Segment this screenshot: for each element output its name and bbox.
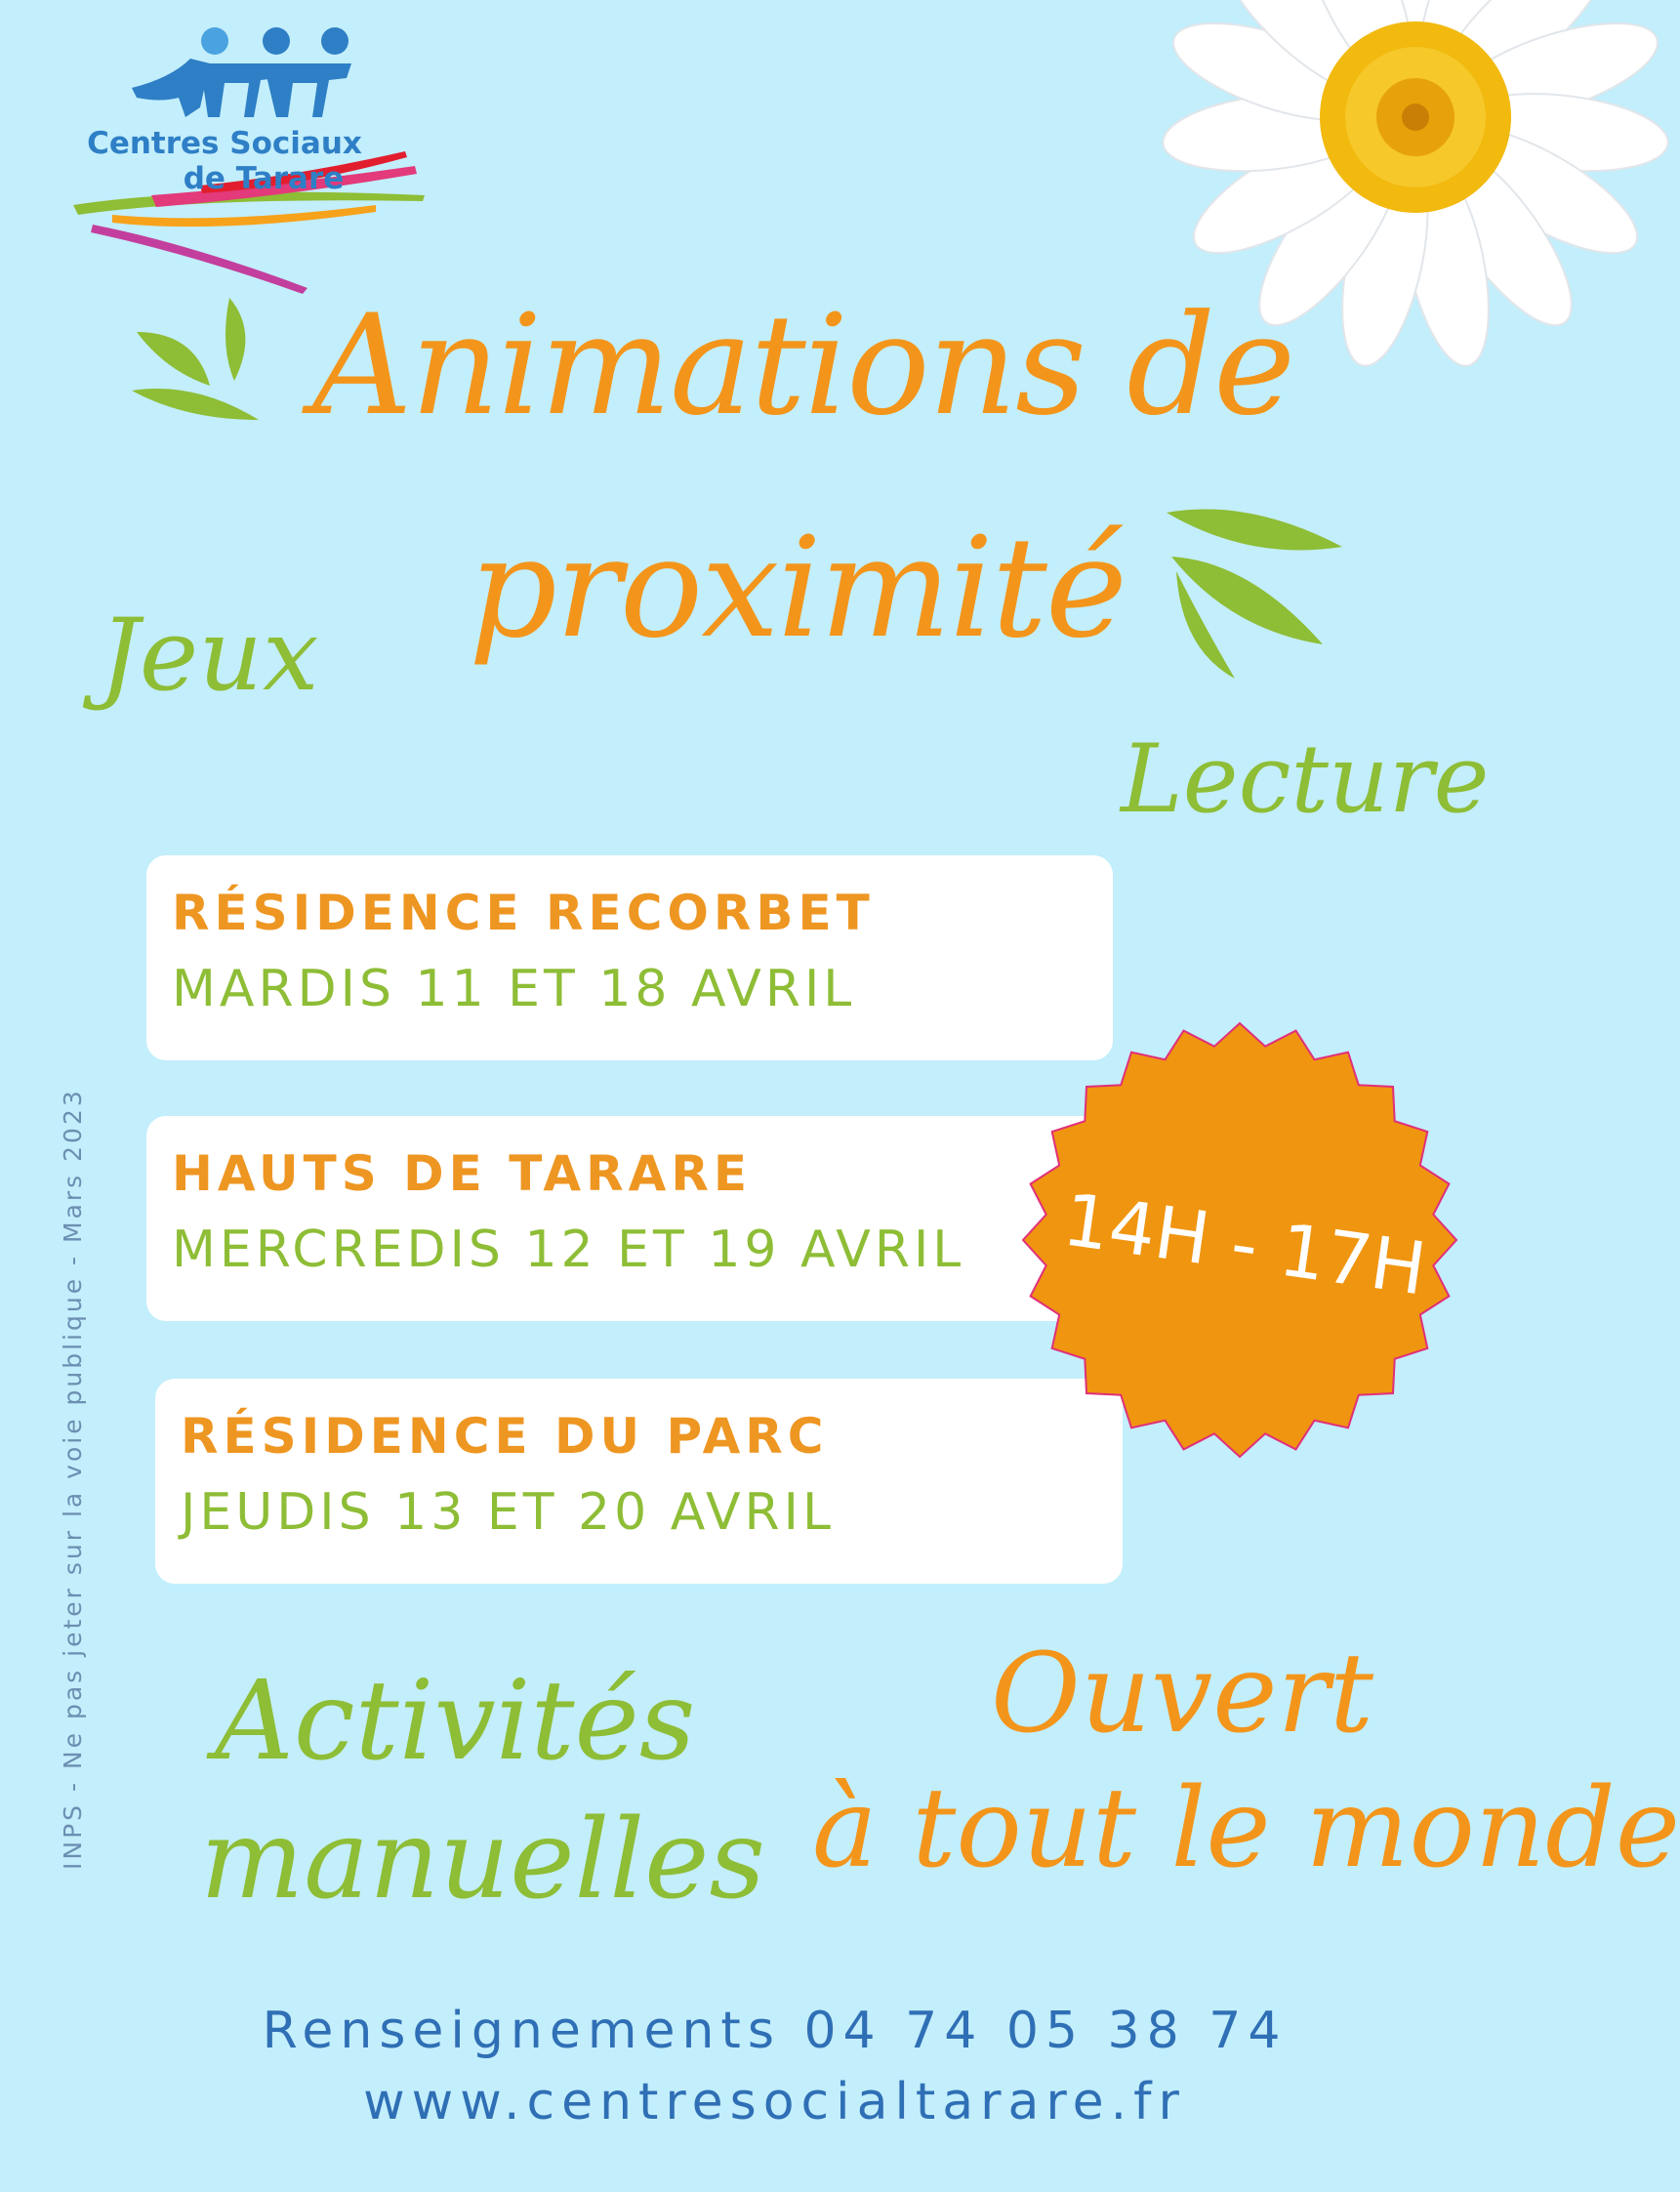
- logo: [54, 20, 444, 312]
- contact-website[interactable]: www.centresocialtarare.fr: [363, 2073, 1186, 2131]
- legal-side-note: INPS - Ne pas jeter sur la voie publique - Mars 2023: [59, 1088, 87, 1870]
- keyword-activites: Activités: [215, 1658, 696, 1785]
- location-card: [155, 1379, 1123, 1584]
- title-line-2: proximité: [469, 508, 1126, 669]
- leaf-icon: [1162, 503, 1357, 679]
- title-line-1: Animations de: [312, 285, 1294, 446]
- location-dates: MERCREDIS 12 ET 19 AVRIL: [172, 1220, 965, 1279]
- location-dates: MARDIS 11 ET 18 AVRIL: [172, 960, 856, 1018]
- open-to-all-line-1: Ouvert: [991, 1631, 1374, 1758]
- logo-line-2: de Tarare: [183, 161, 345, 196]
- location-card: [146, 1116, 1113, 1321]
- location-name: RÉSIDENCE DU PARC: [181, 1408, 829, 1465]
- leaf-icon: [127, 293, 273, 430]
- open-to-all-line-2: à tout le monde: [812, 1765, 1680, 1892]
- location-dates: JEUDIS 13 ET 20 AVRIL: [181, 1483, 835, 1542]
- location-name: RÉSIDENCE RECORBET: [172, 885, 875, 941]
- location-card: [146, 855, 1113, 1060]
- keyword-manuelles: manuelles: [200, 1797, 765, 1923]
- logo-line-1: Centres Sociaux: [87, 126, 362, 161]
- location-name: HAUTS DE TARARE: [172, 1145, 752, 1202]
- keyword-jeux: Jeux: [100, 598, 319, 714]
- keyword-lecture: Lecture: [1121, 724, 1490, 834]
- hours-badge: 14H - 17H: [1058, 1178, 1431, 1312]
- contact-phone: Renseignements 04 74 05 38 74: [262, 2002, 1288, 2060]
